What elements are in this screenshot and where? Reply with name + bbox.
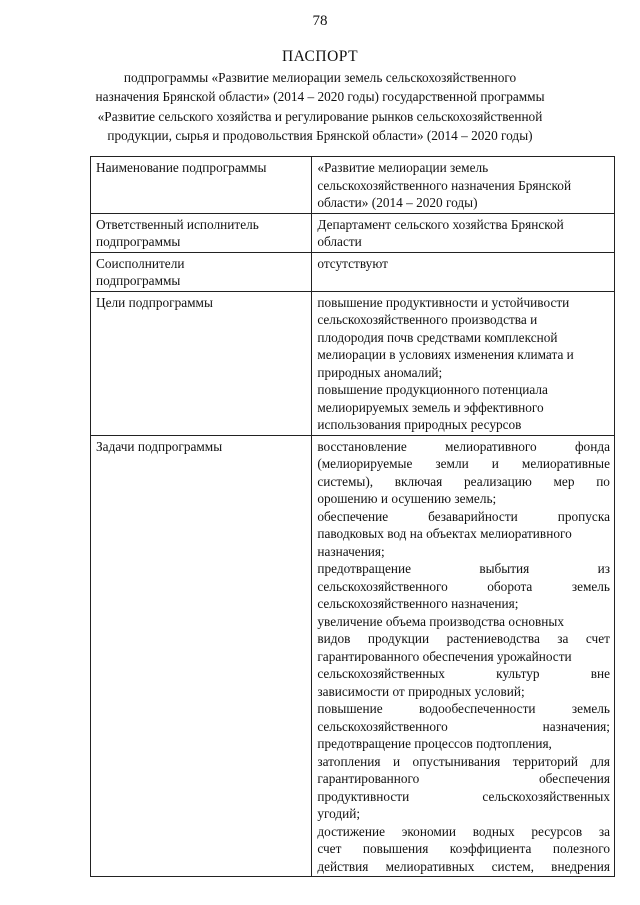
word: (мелиорируемые [317,456,413,471]
row-value-line: предотвращение процессов подтопления, [317,736,552,751]
row-value-line: Департамент сельского хозяйства Брянской [317,216,564,232]
word: повышения [362,841,429,856]
row-value-cell [312,157,615,214]
word: сельскохозяйственного [317,578,448,594]
word: предотвращение [317,561,411,576]
row-value-line: повышение продукционного потенциала [317,382,548,397]
row-value-line: угодий; [317,806,361,821]
row-label-cell [91,291,312,435]
row-label-line: Соисполнители [96,255,185,271]
row-value-line: использования природных ресурсов [317,417,522,432]
word: земли [435,456,469,471]
passport-table [90,156,615,877]
word: внедрения [551,858,610,874]
row-value-line: области [317,234,362,249]
row-value-line: отсутствуют [317,255,388,271]
word: сельскохозяйственных [482,788,610,804]
row-label-cell [91,213,312,252]
word: системы), [317,473,374,489]
row-value-cell [312,252,615,291]
row-value-line [317,840,610,858]
row-value-line [317,455,610,473]
word: водообеспеченности [418,701,536,716]
row-value-cell [312,435,615,877]
row-value-line: орошению и осушению земель; [317,491,497,506]
subtitle-line: назначения Брянской области» (2014 – 2020 годы) государственной программы [95,89,545,105]
word: видов [317,631,351,646]
word: достижение [317,823,385,839]
row-value-line [317,578,610,596]
row-value-line: увеличение объема производства основных [317,613,564,629]
word: водных [472,823,515,839]
row-value-line [317,560,610,578]
row-value-line: природных аномалий; [317,364,443,380]
word: счет [317,841,342,856]
word: затопления [317,753,381,769]
row-label-line: Цели подпрограммы [96,294,213,310]
word: фонда [574,438,610,454]
row-value-line: повышение продуктивности и устойчивости [317,294,570,310]
word: из [597,561,610,576]
row-value-line [317,753,610,771]
word: земель [571,578,610,594]
row-value-line: мелиорируемых земель и эффективного [317,399,544,415]
word: продукции [367,631,430,646]
word: включая [394,473,443,489]
subtitle-line: «Развитие сельского хозяйства и регулирование рынков сельскохозяйственной [97,108,543,124]
row-value-line: «Развитие мелиорации земель [317,160,489,175]
table-row [91,252,615,291]
word: и [392,753,401,769]
word: коэффициента [449,841,532,856]
row-value-cell [312,291,615,435]
word: земель [571,701,610,716]
row-value-line: сельскохозяйственного производства и [317,312,538,327]
word: реализацию [464,473,532,489]
row-value-line: гарантированного обеспечения урожайности [317,648,572,664]
word: пропуска [557,508,610,524]
row-value-line: зависимости от природных условий; [317,683,525,699]
word: за [557,631,569,646]
row-value-line [317,788,610,806]
word: опустынивания [412,753,501,769]
word: назначения; [542,718,610,734]
word: счет [585,631,610,646]
row-value-line [317,823,610,841]
row-value-cell [312,213,615,252]
word: вне [590,666,610,681]
row-label-cell [91,157,312,214]
word: мелиоративных [385,858,475,874]
row-value-line: мелиорации в условиях изменения климата и [317,347,574,362]
passport-table-body [91,157,615,877]
table-row [91,291,615,435]
subtitle-line: продукции, сырья и продовольствия Брянской области» (2014 – 2020 годы) [107,128,533,144]
word: действия [317,858,369,874]
word: восстановление [317,438,407,454]
word: мер [553,473,575,489]
row-value-line [317,700,610,718]
word: повышение [317,701,383,716]
word: культур [496,666,540,681]
word: сельскохозяйственных [317,666,445,681]
table-row [91,213,615,252]
word: оборота [487,578,533,594]
word: безаварийности [428,508,518,524]
row-label-line: подпрограммы [96,273,181,288]
word: мелиоративного [445,438,537,454]
row-label-line: подпрограммы [96,234,181,249]
row-value-line: паводковых вод на объектах мелиоративного [317,526,572,541]
word: ресурсов [531,823,583,839]
word: полезного [552,841,610,856]
row-label-line: Ответственный исполнитель [96,216,259,232]
row-value-line [317,630,610,648]
table-row [91,157,615,214]
row-label-cell [91,435,312,877]
row-value-line [317,665,610,683]
word: и [491,456,499,471]
document-title: ПАСПОРТ [281,48,359,65]
row-value-line: сельскохозяйственного назначения; [317,596,519,611]
word: за [598,823,610,839]
row-value-line [317,858,610,876]
row-value-line [317,508,610,526]
row-value-line [317,473,610,491]
row-value-line [317,770,610,788]
word: по [596,473,610,489]
word: выбытия [479,561,530,576]
word: экономии [401,823,456,839]
row-value-line: плодородия почв средствами комплексной [317,329,558,345]
word: гарантированного [317,771,420,786]
word: обеспечение [317,508,389,524]
row-value-line: сельскохозяйственного назначения Брянской [317,177,572,193]
word: мелиоративные [521,456,610,471]
row-value-line: области» (2014 – 2020 годы) [317,195,478,210]
word: продуктивности [317,788,410,804]
subtitle-line: подпрограммы «Развитие мелиорации земель сельскохозяйственного [123,70,517,85]
word: сельскохозяйственного [317,718,448,734]
word: растениеводства [446,631,540,646]
row-value-line: назначения; [317,543,385,559]
word: территорий [512,753,578,769]
word: обеспечения [539,771,610,786]
word: для [590,753,610,769]
row-value-line [317,718,610,736]
row-label-line: Задачи подпрограммы [96,438,223,454]
table-row [91,435,615,877]
page-number: 78 [312,13,328,29]
word: систем, [491,858,534,874]
document-subtitle [80,68,560,146]
row-label-cell [91,252,312,291]
row-label-line: Наименование подпрограммы [96,160,267,175]
row-value-line [317,438,610,456]
